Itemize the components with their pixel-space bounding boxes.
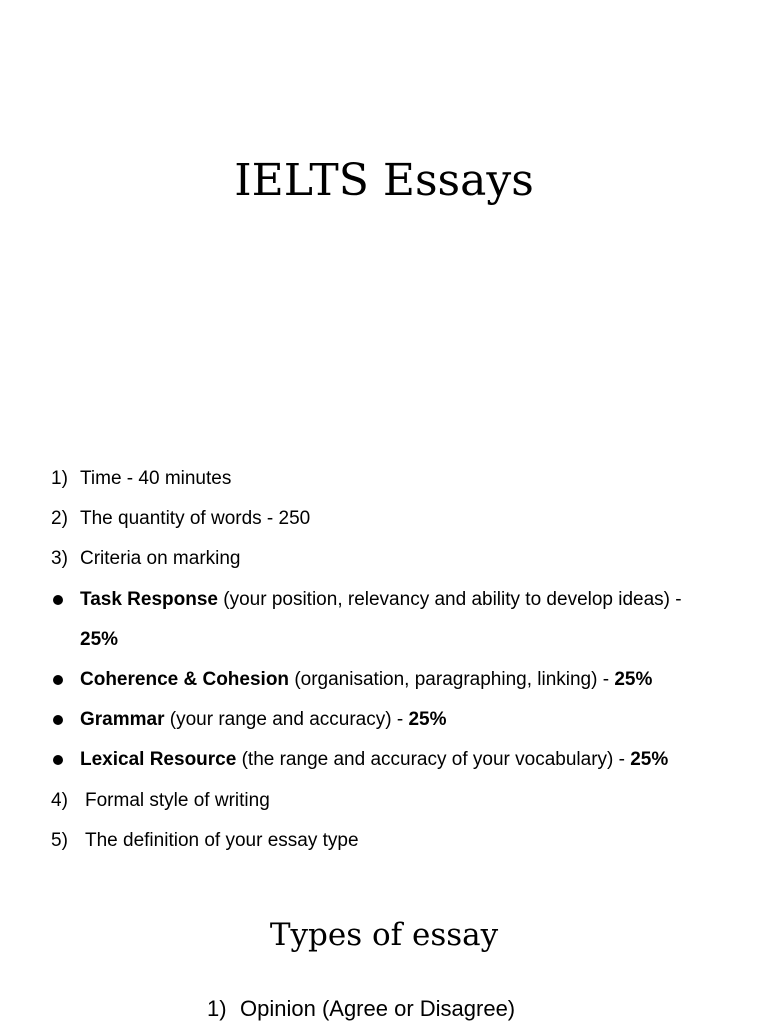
list-number: 3) [51, 548, 68, 569]
list-text: Opinion (Agree or Disagree) [240, 996, 516, 1021]
list-number: 1) [207, 996, 227, 1021]
criterion-name: Task Response [80, 589, 218, 610]
criterion-name: Grammar [80, 709, 165, 730]
list-text: Formal style of writing [85, 790, 270, 811]
bullet-icon [53, 675, 63, 685]
page-title: IELTS Essays [234, 155, 534, 206]
criterion-description: (organisation, paragraphing, linking) - [289, 669, 615, 690]
bullet-icon [53, 595, 63, 605]
list-number: 4) [51, 790, 68, 811]
list-text: The quantity of words - 250 [80, 508, 311, 529]
list-text: Time - 40 minutes [80, 468, 232, 489]
bullet-icon [53, 755, 63, 765]
criterion-name: Coherence & Cohesion [80, 669, 290, 690]
essay-type-item [0, 990, 768, 1028]
criterion-score: 25% [80, 629, 119, 650]
bullet-icon [53, 715, 63, 725]
criterion-name: Lexical Resource [80, 749, 237, 770]
list-text: The definition of your essay type [85, 830, 359, 851]
criterion-score: 25% [614, 669, 653, 690]
criterion-score: 25% [630, 749, 669, 770]
list-number: 5) [51, 830, 68, 851]
criterion-score: 25% [408, 709, 447, 730]
list-number: 1) [51, 468, 68, 489]
criterion-description: (your position, relevancy and ability to develop ideas) - [217, 589, 682, 610]
section-title: Types of essay [269, 917, 499, 953]
list-text: Criteria on marking [80, 548, 241, 569]
criterion-description: (your range and accuracy) - [164, 709, 409, 730]
list-number: 2) [51, 508, 68, 529]
criterion-description: (the range and accuracy of your vocabulary) - [236, 749, 631, 770]
